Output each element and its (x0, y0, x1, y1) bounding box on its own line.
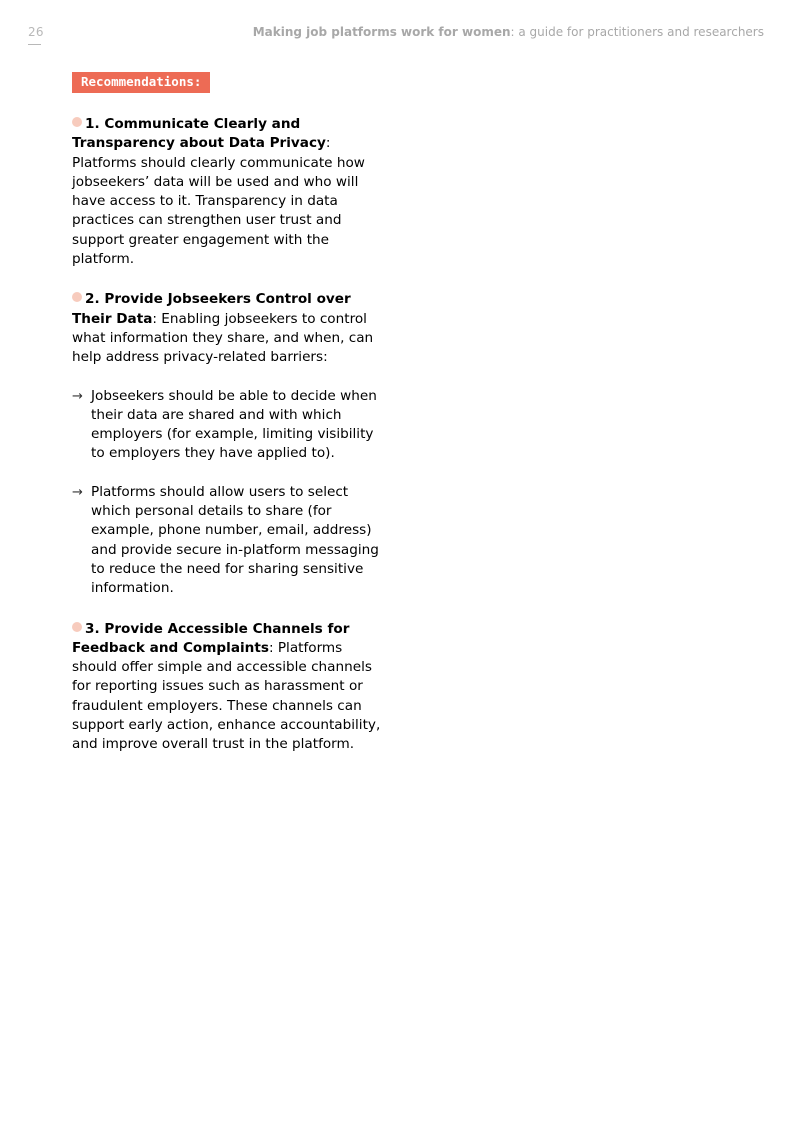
recommendations-section (72, 71, 390, 755)
list-item (72, 483, 390, 599)
list-item (72, 387, 390, 464)
recommendation-title: 1. Communicate Clearly and Transparency about Data Privacy (72, 116, 326, 152)
running-header (253, 25, 764, 39)
list-item-text: Platforms should allow users to select which personal details to share (for example, phone number, email, address) and provide secure in-platform messaging to reduce the need for sharing sensitive information. (91, 483, 379, 597)
dot-icon (72, 622, 82, 632)
arrow-right-icon: → (72, 388, 83, 404)
bullet-list (72, 387, 390, 599)
recommendation-2 (72, 290, 390, 367)
page-number: 26 (28, 25, 44, 39)
running-header-subtitle: : a guide for practitioners and researchers (510, 25, 764, 39)
page-number-rule (28, 44, 41, 45)
recommendation-body: : Platforms should clearly communicate how jobseekers’ data will be used and who will have access to it. Transparency in data practices can strengthen user trust and support greater engagement with the platform. (72, 135, 365, 268)
running-header-title: Making job platforms work for women (252, 25, 511, 39)
recommendation-3 (72, 620, 390, 755)
recommendation-title: 3. Provide Accessible Channels for Feedback and Complaints (72, 620, 350, 656)
recommendation-body: : Platforms should offer simple and accessible channels for reporting issues such as harassment or fraudulent employers. These channels can support early action, enhance accountability, and improve overall trust in the platform. (72, 639, 381, 753)
dot-icon (72, 292, 82, 302)
recommendation-body: : Enabling jobseekers to control what information they share, and when, can help address privacy-related barriers: (72, 310, 374, 366)
list-item-text: Jobseekers should be able to decide when their data are shared and with which employers (for example, limiting visibility to employers they have applied to). (91, 387, 377, 462)
section-label: Recommendations: (72, 72, 210, 93)
recommendation-title: 2. Provide Jobseekers Control over Their Data (72, 291, 351, 327)
arrow-right-icon: → (72, 484, 83, 500)
dot-icon (72, 117, 82, 127)
recommendation-1 (72, 115, 390, 269)
